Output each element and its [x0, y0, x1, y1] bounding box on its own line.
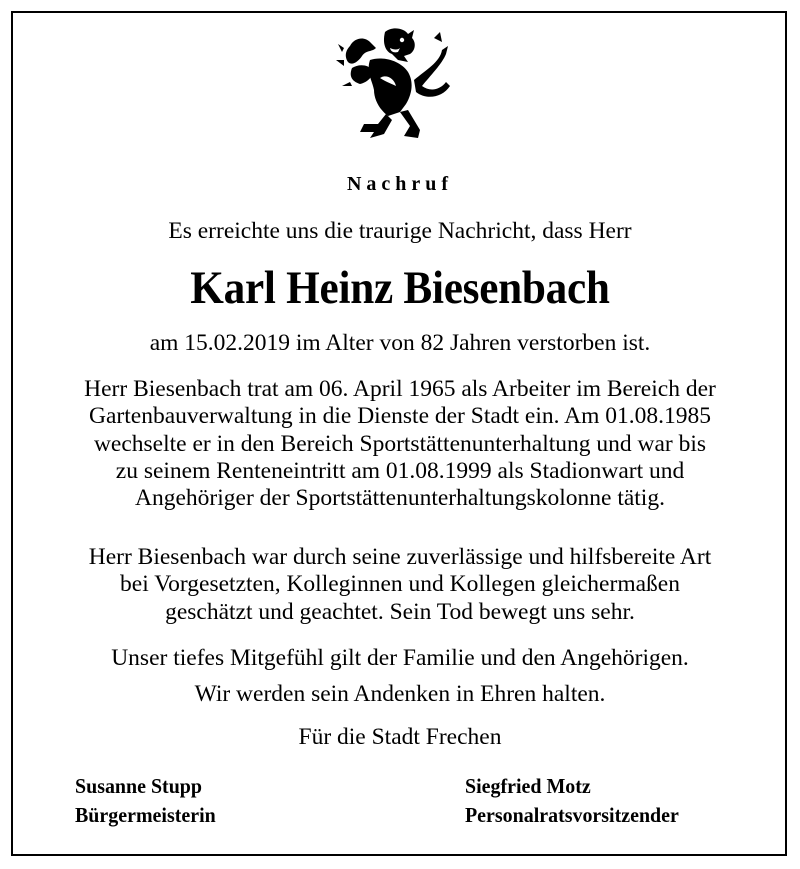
paragraph-tribute [0, 544, 800, 626]
signatory-title: Personalratsvorsitzender [465, 803, 679, 827]
on-behalf-line: Für die Stadt Frechen [298, 724, 502, 750]
paragraph-line: Gartenbauverwaltung in die Dienste der Stadt ein. Am 01.08.1985 [89, 403, 711, 430]
paragraph-line: wechselte er in den Bereich Sportstättenunterhaltung und war bis [93, 430, 707, 457]
signatory-title: Bürgermeisterin [75, 803, 216, 827]
signatory-name: Siegfried Motz [465, 774, 591, 798]
paragraph-line: geschätzt und geachtet. Sein Tod bewegt uns sehr. [165, 598, 635, 625]
signatory-name: Susanne Stupp [75, 774, 202, 798]
paragraph-line: zu seinem Renteneintritt am 01.08.1999 als Stadionwart und [115, 457, 685, 484]
heraldic-lion-icon [330, 20, 460, 145]
paragraph-line: Angehöriger der Sportstättenunterhaltungskolonne tätig. [135, 485, 665, 512]
notice-heading: Nachruf [346, 173, 454, 195]
paragraph-line: bei Vorgesetzten, Kolleginnen und Kollegen gleichermaßen [120, 571, 680, 598]
death-date-line: am 15.02.2019 im Alter von 82 Jahren verstorben ist. [149, 330, 651, 356]
intro-line: Es erreichte uns die traurige Nachricht, dass Herr [168, 218, 632, 244]
signature-block-right [465, 772, 679, 830]
signature-block-left [75, 772, 216, 830]
paragraph-career [0, 376, 800, 512]
deceased-name: Karl Heinz Biesenbach [190, 262, 610, 314]
condolence-line: Unser tiefes Mitgefühl gilt der Familie und den Angehörigen. [111, 645, 689, 671]
paragraph-line: Herr Biesenbach trat am 06. April 1965 als Arbeiter im Bereich der [84, 376, 716, 402]
remembrance-line: Wir werden sein Andenken in Ehren halten. [194, 681, 606, 707]
paragraph-line: Herr Biesenbach war durch seine zuverlässige und hilfsbereite Art [88, 544, 712, 570]
